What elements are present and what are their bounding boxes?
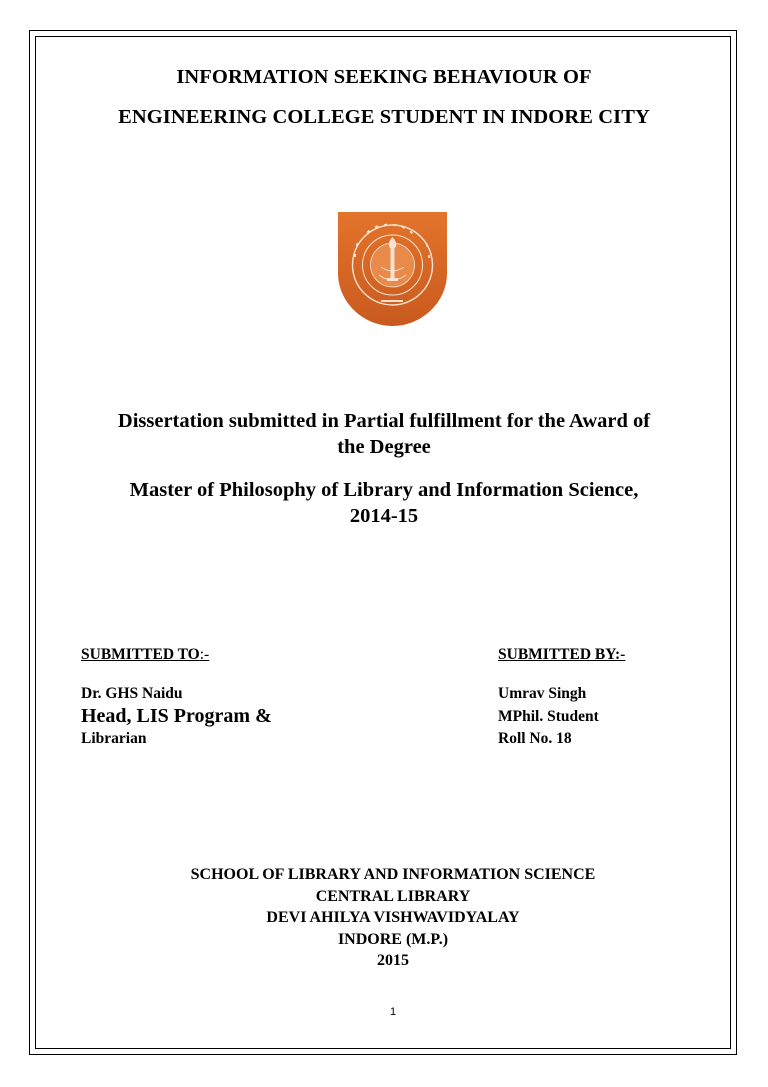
dissertation-line-2: the Degree bbox=[337, 436, 431, 458]
submitted-to-label-text: SUBMITTED TO bbox=[81, 646, 200, 663]
degree-line-2: 2014-15 bbox=[349, 505, 419, 527]
university-seal-icon bbox=[337, 211, 448, 327]
supervisor-role-line-1: Head, LIS Program & bbox=[81, 705, 272, 727]
dissertation-statement bbox=[40, 408, 728, 460]
title-line-1: INFORMATION SEEKING BEHAVIOUR OF bbox=[176, 66, 592, 88]
footer-line-2: CENTRAL LIBRARY bbox=[315, 887, 471, 905]
degree-line-1: Master of Philosophy of Library and Information Science, bbox=[129, 479, 639, 501]
footer-line-5: 2015 bbox=[377, 952, 409, 969]
dissertation-line-1: Dissertation submitted in Partial fulfillment for the Award of bbox=[117, 410, 651, 432]
footer-line-4: INDORE (M.P.) bbox=[337, 930, 449, 948]
submitted-to-label-suffix: :- bbox=[199, 646, 210, 663]
institution-footer bbox=[40, 864, 746, 972]
student-name: Umrav Singh bbox=[498, 685, 587, 702]
footer-line-3: DEVI AHILYA VISHWAVIDYALAY bbox=[266, 909, 520, 926]
submitted-to-label bbox=[81, 646, 209, 664]
student-role: MPhil. Student bbox=[498, 708, 599, 725]
supervisor-name: Dr. GHS Naidu bbox=[81, 685, 183, 702]
title-line-2: ENGINEERING COLLEGE STUDENT IN INDORE CITY bbox=[118, 106, 650, 128]
submitted-by-label: SUBMITTED BY:- bbox=[498, 646, 626, 663]
page-number: 1 bbox=[389, 1006, 397, 1018]
degree-statement bbox=[40, 477, 728, 529]
supervisor-role-line-2: Librarian bbox=[81, 730, 147, 747]
footer-line-1: SCHOOL OF LIBRARY AND INFORMATION SCIENCE bbox=[190, 866, 596, 883]
student-roll-number: Roll No. 18 bbox=[498, 730, 572, 747]
